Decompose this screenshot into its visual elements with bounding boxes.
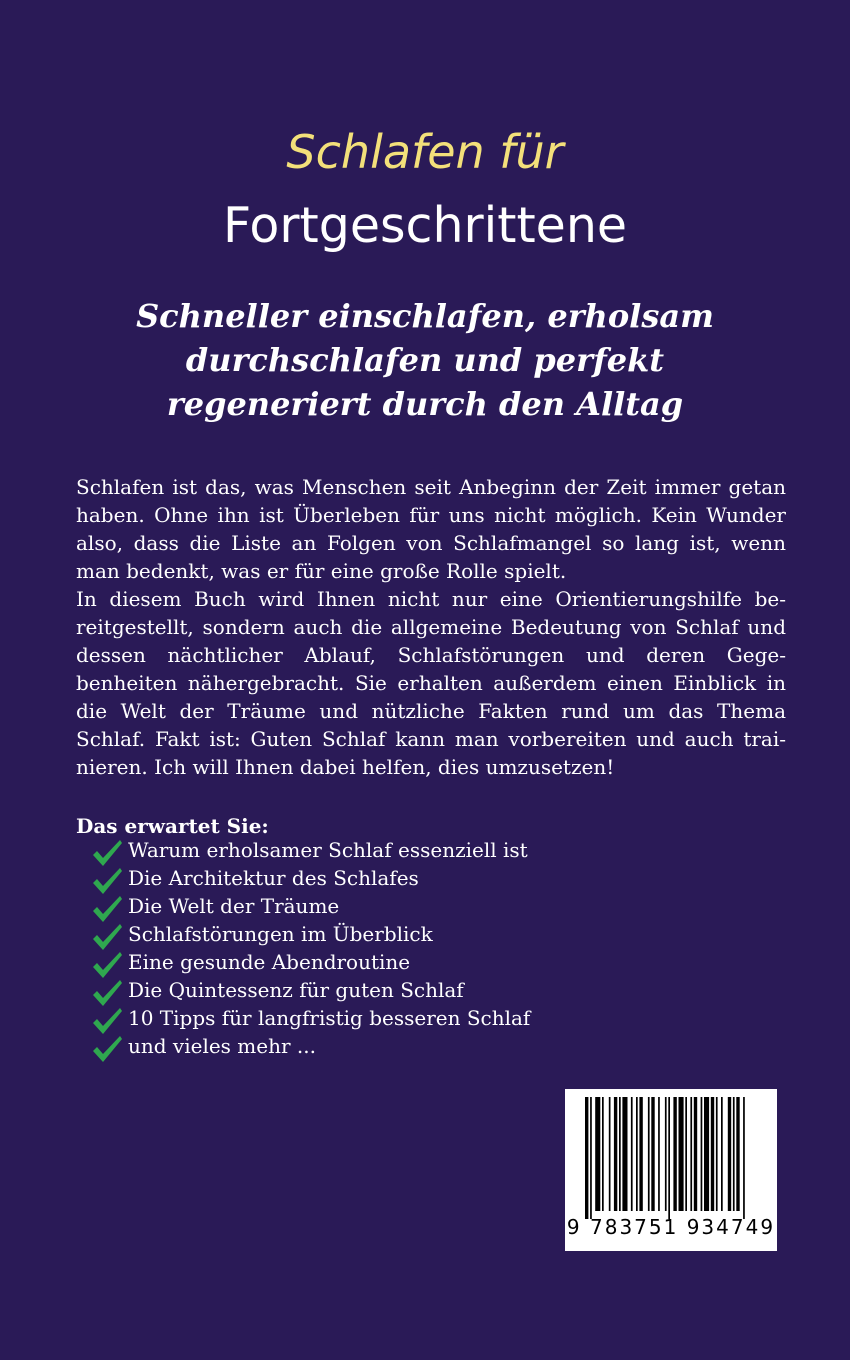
barcode-bar <box>595 1097 600 1211</box>
barcode-bar <box>639 1097 642 1211</box>
list-item-label: Eine gesunde Abendroutine <box>128 950 411 974</box>
barcode <box>565 1089 777 1251</box>
list-item-label: Die Quintessenz für guten Schlaf <box>128 978 464 1002</box>
barcode-bar <box>728 1097 731 1211</box>
barcode-bar <box>614 1097 617 1211</box>
subtitle-line: Schneller einschlafen, erholsam <box>136 297 714 335</box>
blurb-paragraph: Schlafen ist das, was Menschen seit Anbeginn der Zeit immer getan haben. Ohne ihn ist Überleben für uns nicht möglich. Kein Wunder also, dass die Liste an Folgen von Schlafmangel so lang ist, wenn man bedenkt, was er für eine große Rolle spielt. <box>76 475 786 583</box>
barcode-bar <box>716 1097 718 1211</box>
list-item <box>90 948 530 976</box>
isbn-number: 9 783751 934749 <box>566 1215 776 1239</box>
title-line2: Fortgeschrittene <box>222 197 628 254</box>
list-item-label: Die Welt der Träume <box>128 894 340 918</box>
blurb <box>76 473 786 781</box>
list-item <box>90 920 530 948</box>
list-item-label: Warum erholsamer Schlaf essenziell ist <box>128 838 528 862</box>
barcode-bar <box>733 1097 735 1211</box>
list-item <box>90 1032 530 1060</box>
list-item-label: Die Architektur des Schlafes <box>128 866 419 890</box>
list-item-label: Schlafstörungen im Überblick <box>128 922 433 946</box>
barcode-bar <box>665 1097 667 1211</box>
barcode-bar <box>622 1097 627 1211</box>
subtitle-line: regeneriert durch den Alltag <box>166 385 684 423</box>
list-item <box>90 1004 530 1032</box>
barcode-bar <box>602 1097 604 1211</box>
barcode-bar <box>658 1097 660 1211</box>
subtitle <box>60 294 790 426</box>
barcode-bar <box>694 1097 697 1211</box>
barcode-bar <box>609 1097 611 1211</box>
barcode-bar <box>721 1097 723 1211</box>
list-item-label: 10 Tipps für langfristig besseren Schlaf <box>128 1006 531 1030</box>
checkmark-icon <box>90 1034 124 1064</box>
barcode-bar <box>743 1097 745 1219</box>
list-item <box>90 976 530 1004</box>
barcode-bar <box>679 1097 684 1211</box>
expect-list <box>90 836 530 1060</box>
list-item <box>90 892 530 920</box>
barcode-bar <box>648 1097 650 1211</box>
expect-heading: Das erwartet Sie: <box>76 814 269 838</box>
barcode-bar <box>690 1097 692 1211</box>
barcode-bar <box>704 1097 709 1211</box>
list-item <box>90 864 530 892</box>
barcode-bar <box>636 1097 638 1211</box>
title-line1: Schlafen für <box>286 125 564 179</box>
list-item-label: und vieles mehr ... <box>128 1034 316 1058</box>
barcode-bar <box>701 1097 703 1211</box>
barcode-bar <box>631 1097 633 1211</box>
barcode-bar <box>685 1097 687 1211</box>
blurb-paragraph: In diesem Buch wird Ihnen nicht nur eine Orientierungshilfe bereitgestellt, sondern auch die allgemeine Bedeutung von Schlaf und dessen nächtlicher Ablauf, Schlafstörungen und deren Gegebenheiten nähergebracht. Sie erhalten außerdem einen Einblick in die Welt der Träume und nützliche Fakten rund um das Thema Schlaf. Fakt ist: Guten Schlaf kann man vorbereiten und auch trainieren. Ich will Ihnen dabei helfen, dies umzusetzen! <box>76 587 786 779</box>
barcode-bar <box>585 1097 588 1219</box>
barcode-bar <box>619 1097 621 1211</box>
barcode-bar <box>668 1097 670 1219</box>
barcode-bar <box>736 1097 739 1211</box>
list-item <box>90 836 530 864</box>
barcode-bar <box>651 1097 654 1211</box>
barcode-bar <box>711 1097 714 1211</box>
barcode-bar <box>673 1097 676 1211</box>
barcode-bar <box>590 1097 592 1219</box>
subtitle-line: durchschlafen und perfekt <box>185 341 665 379</box>
